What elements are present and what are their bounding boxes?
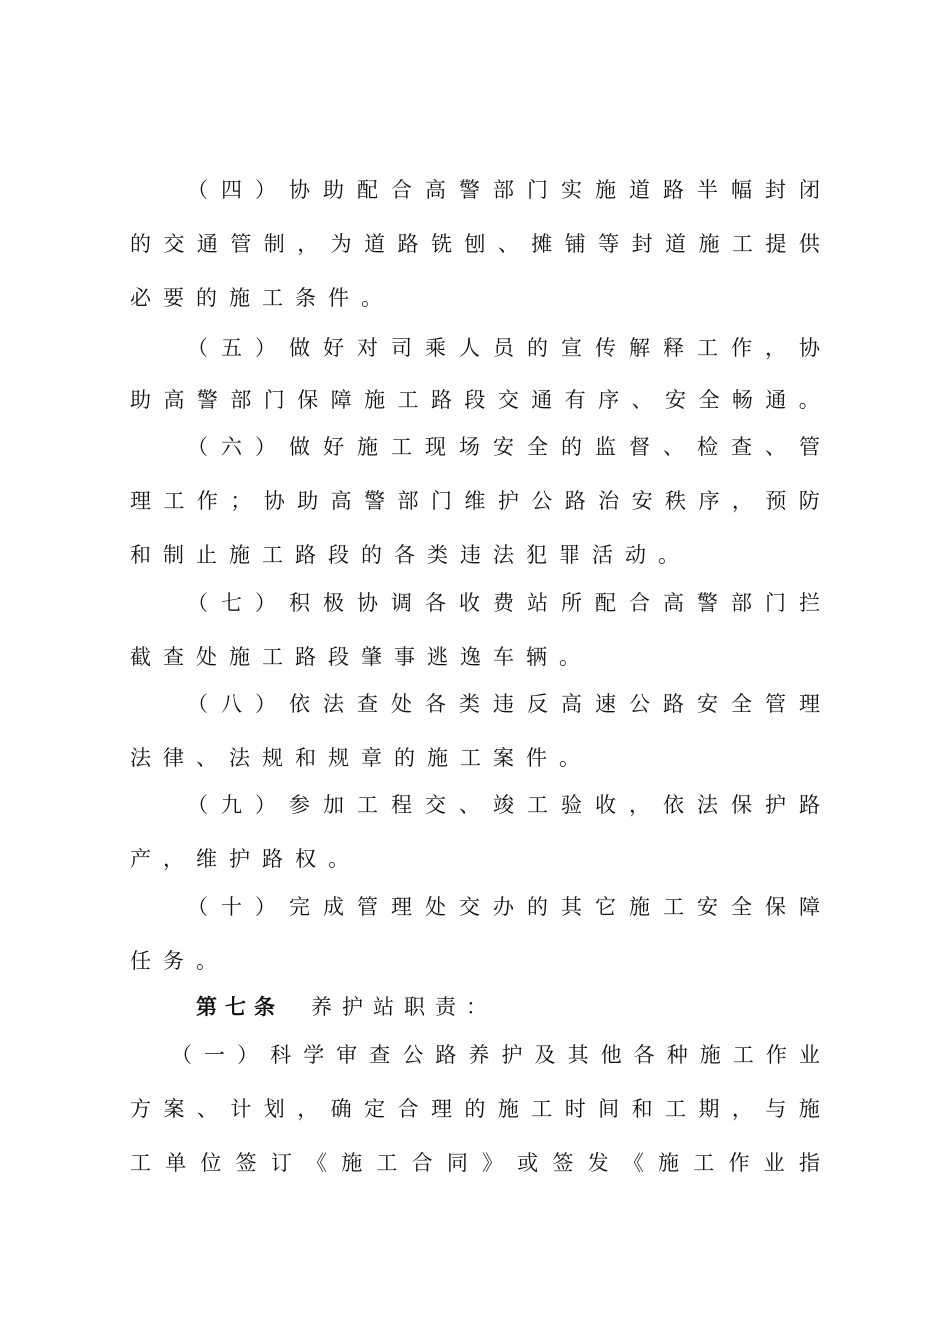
text-line: （ 八 ） 依 法 查 处 各 类 违 反 高 速 公 路 安 全 管 理 bbox=[187, 692, 820, 716]
article-label: 第七条 bbox=[196, 994, 283, 1019]
article-title: 养护站职责： bbox=[311, 995, 497, 1019]
text-line: （ 十 ） 完 成 管 理 处 交 办 的 其 它 施 工 安 全 保 障 bbox=[187, 895, 820, 919]
text-line: 助 高 警 部 门 保 障 施 工 路 段 交 通 有 序 、 安 全 畅 通 。 bbox=[130, 388, 820, 412]
text-line: （ 六 ） 做 好 施 工 现 场 安 全 的 监 督 、 检 查 、 管 bbox=[187, 435, 820, 459]
text-line: （ 五 ） 做 好 对 司 乘 人 员 的 宣 传 解 释 工 作 ， 协 bbox=[187, 336, 820, 360]
text-line: 方 案 、 计 划 ， 确 定 合 理 的 施 工 时 间 和 工 期 ， 与 施 bbox=[130, 1097, 820, 1121]
text-line: 截 查 处 施 工 路 段 肇 事 逃 逸 车 辆 。 bbox=[130, 645, 580, 669]
text-line: （ 七 ） 积 极 协 调 各 收 费 站 所 配 合 高 警 部 门 拦 bbox=[187, 591, 820, 615]
text-line: （ 九 ） 参 加 工 程 交 、 竣 工 验 收 ， 依 法 保 护 路 bbox=[187, 793, 820, 817]
text-line: 必 要 的 施 工 条 件 。 bbox=[130, 286, 382, 310]
text-line: （ 一 ） 科 学 审 查 公 路 养 护 及 其 他 各 种 施 工 作 业 bbox=[171, 1043, 820, 1067]
text-line: 和 制 止 施 工 路 段 的 各 类 违 法 犯 罪 活 动 。 bbox=[130, 543, 679, 567]
text-line: 任 务 。 bbox=[130, 949, 217, 973]
text-line: （ 四 ） 协 助 配 合 高 警 部 门 实 施 道 路 半 幅 封 闭 bbox=[187, 178, 820, 202]
text-line: 的 交 通 管 制 ， 为 道 路 铣 刨 、 摊 铺 等 封 道 施 工 提 供 bbox=[130, 232, 820, 256]
text-line: 产 ， 维 护 路 权 。 bbox=[130, 847, 349, 871]
text-line: 工 单 位 签 订 《 施 工 合 同 》 或 签 发 《 施 工 作 业 指 bbox=[130, 1151, 820, 1175]
article-heading bbox=[196, 992, 497, 1022]
text-line: 法 律 、 法 规 和 规 章 的 施 工 案 件 。 bbox=[130, 746, 580, 770]
text-line: 理 工 作 ； 协 助 高 警 部 门 维 护 公 路 治 安 秩 序 ， 预 防 bbox=[130, 489, 820, 513]
